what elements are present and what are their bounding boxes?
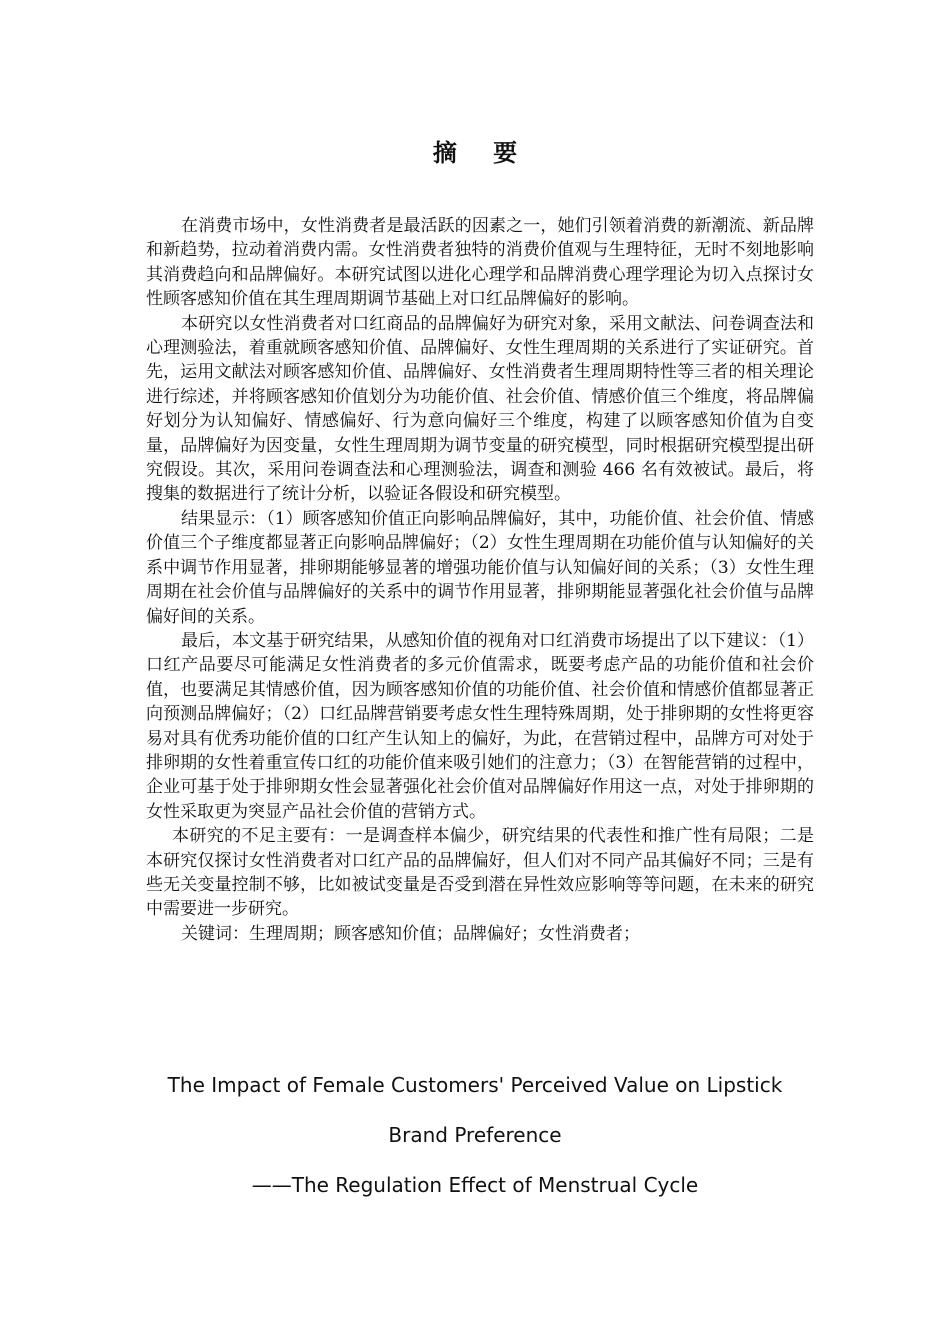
abstract-paragraph-3: 结果显示：（1）顾客感知价值正向影响品牌偏好，其中，功能价值、社会价值、情感价值三个子维度都显著正向影响品牌偏好；（2）女性生理周期在功能价值与认知偏好的关系中调节作用显著，排卵期能够显著的增强功能价值与认知偏好间的关系；（3）女性生理周期在社会价值与品牌偏好的关系中的调节作用显著，排卵期能显著强化社会价值与品牌偏好间的关系。: [146, 508, 814, 627]
keywords-line: 关键词：生理周期；顾客感知价值；品牌偏好；女性消费者；: [181, 923, 640, 944]
abstract-body: [146, 214, 814, 946]
english-title-line-2: Brand Preference: [388, 1123, 562, 1147]
abstract-paragraph-1: 在消费市场中，女性消费者是最活跃的因素之一，她们引领着消费的新潮流、新品牌和新趋势，拉动着消费内需。女性消费者独特的消费价值观与生理特征，无时不刻地影响其消费趋向和品牌偏好。本研究试图以进化心理学和品牌消费心理学理论为切入点探讨女性顾客感知价值在其生理周期调节基础上对口红品牌偏好的影响。: [146, 216, 814, 310]
english-subtitle: ——The Regulation Effect of Menstrual Cycle: [251, 1173, 699, 1197]
abstract-paragraph-2: 本研究以女性消费者对口红商品的品牌偏好为研究对象，采用文献法、问卷调查法和心理测验法，着重就顾客感知价值、品牌偏好、女性生理周期的关系进行了实证研究。首先，运用文献法对顾客感知价值、品牌偏好、女性消费者生理周期特性等三者的相关理论进行综述，并将顾客感知价值划分为功能价值、社会价值、情感价值三个维度，将品牌偏好划分为认知偏好、情感偏好、行为意向偏好三个维度，构建了以顾客感知价值为自变量，品牌偏好为因变量，女性生理周期为调节变量的研究模型，同时根据研究模型提出研究假设。其次，采用问卷调查法和心理测验法，调查和测验 466 名有效被试。最后，将搜集的数据进行了统计分析，以验证各假设和研究模型。: [146, 313, 814, 505]
abstract-paragraph-5: 本研究的不足主要有：一是调查样本偏少，研究结果的代表性和推广性有局限；二是本研究仅探讨女性消费者对口红产品的品牌偏好，但人们对不同产品其偏好不同；三是有些无关变量控制不够，比如被试变量是否受到潜在异性效应影响等等问题，在未来的研究中需要进一步研究。: [146, 826, 814, 920]
abstract-paragraph-4: 最后，本文基于研究结果，从感知价值的视角对口红消费市场提出了以下建议：（1）口红产品要尽可能满足女性消费者的多元价值需求，既要考虑产品的功能价值和社会价值，也要满足其情感价值，因为顾客感知价值的功能价值、社会价值和情感价值都显著正向预测品牌偏好；（2）口红品牌营销要考虑女性生理特殊周期，处于排卵期的女性将更容易对具有优秀功能价值的口红产生认知上的偏好，为此，在营销过程中，品牌方可对处于排卵期的女性着重宣传口红的功能价值来吸引她们的注意力；（3）在智能营销的过程中，企业可基于处于排卵期女性会显著强化社会价值对品牌偏好作用这一点，对处于排卵期的女性采取更为突显产品社会价值的营销方式。: [146, 630, 814, 822]
abstract-heading: 摘 要: [432, 138, 532, 167]
english-title-line-1: The Impact of Female Customers' Perceived Value on Lipstick: [167, 1073, 783, 1097]
